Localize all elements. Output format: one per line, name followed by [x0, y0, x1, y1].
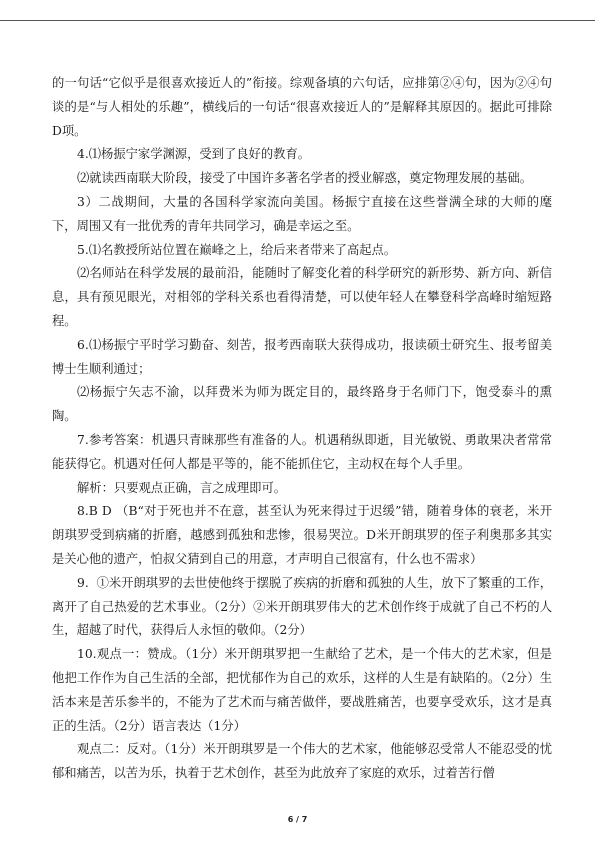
document-body	[52, 72, 552, 786]
paragraph-q7-analysis: 解析：只要观点正确，言之成理即可。	[77, 480, 287, 495]
page-number: 6 / 7	[287, 815, 308, 824]
paragraph-q5-1: 5.⑴名教授所站位置在巅峰之上，给后来者带来了高起点。	[77, 242, 397, 257]
paragraph-q4-1: 4.⑴杨振宁家学渊源，受到了良好的教育。	[77, 147, 311, 162]
paragraph-q6-2: ⑵杨振宁矢志不渝，以拜费米为师为既定目的，最终路身于名师门下，饱受泰斗的熏陶。	[52, 385, 552, 424]
paragraph-q6-1: 6.⑴杨振宁平时学习勤奋、刻苦，报考西南联大获得成功，报读硕士研究生、报考留美博士生顺利通过；	[52, 337, 552, 376]
paragraph-continuation: 的一句话“它似乎是很喜欢接近人的”衔接。综观备填的六句话，应排第②④句，因为②④句谈的是“与人相处的乐趣”，横线后的一句话“很喜欢接近人的”是解释其原因的。据此可排除D项。	[52, 76, 552, 138]
header-rule	[0, 20, 595, 21]
paragraph-q5-2: ⑵名师站在科学发展的最前沿，能随时了解变化着的科学研究的新形势、新方向、新信息，具有预见眼光，对相邻的学科关系也看得清楚，可以使年轻人在攀登科学高峰时缩短路程。	[52, 266, 552, 328]
paragraph-q8: 8.B D （B“对于死也并不在意，甚至认为死来得过于迟缓”错，随着身体的衰老，米开朗琪罗受到病痛的折磨，越感到孤独和悲惨，很易哭泣。D米开朗琪罗的侄子利奥那多其实是关心他的遗产，怕叔父猜到自己的用意，才声明自己很富有，什么也不需求）	[52, 504, 552, 566]
paragraph-q4-3: 3）二战期间，大量的各国科学家流向美国。杨振宁直接在这些誉满全球的大师的麾下，周围又有一批优秀的青年共同学习，确是幸运之至。	[52, 194, 552, 233]
paragraph-q10-view2: 观点二：反对。（1分）米开朗琪罗是一个伟大的艺术家，他能够忍受常人不能忍受的忧郁和痛苦，以苦为乐，执着于艺术创作，甚至为此放弃了家庭的欢乐，过着苦行僧	[52, 742, 552, 781]
paragraph-q7-answer: 7.参考答案：机遇只青睐那些有准备的人。机遇稍纵即逝，目光敏锐、勇敢果决者常常能获得它。机遇对任何人都是平等的，能不能抓住它，主动权在每个人手里。	[52, 432, 552, 471]
paragraph-q4-2: ⑵就读西南联大阶段，接受了中国许多著名学者的授业解惑，奠定物理发展的基础。	[77, 171, 532, 186]
paragraph-q10-view1: 10.观点一：赞成。（1分）米开朗琪罗把一生献给了艺术，是一个伟大的艺术家，但是他把工作作为自己生活的全部，把忧郁作为自己的欢乐，这样的人生是有缺陷的。（2分）生活本来是苦乐参半的，不能为了艺术而与痛苦做伴，要战胜痛苦，也要享受欢乐，这才是真正的生活。（2分）语言表达（1分）	[52, 647, 552, 733]
paragraph-q9: 9. ①米开朗琪罗的去世使他终于摆脱了疾病的折磨和孤独的人生，放下了繁重的工作，离开了自己热爱的艺术事业。（2分）②米开朗琪罗伟大的艺术创作终于成就了自己不朽的人生，超越了时代，获得后人永恒的敬仰。（2分）	[52, 575, 552, 638]
